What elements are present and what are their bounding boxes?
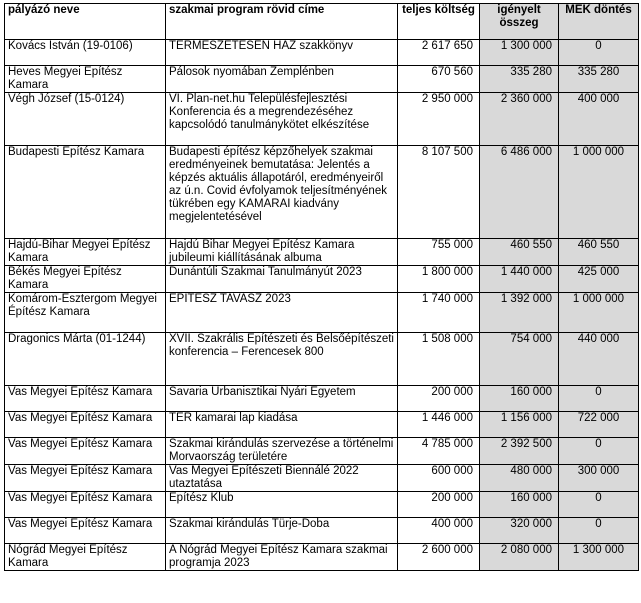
program-cell: Hajdú Bihar Megyei Építész Kamara jubileumi kiállításának albuma bbox=[166, 239, 398, 266]
table-row bbox=[5, 239, 639, 266]
table-body bbox=[5, 40, 639, 571]
table-row bbox=[5, 93, 639, 146]
total-cost-cell: 400 000 bbox=[398, 518, 480, 544]
table-row bbox=[5, 544, 639, 571]
program-cell: Vas Megyei Építészeti Biennálé 2022 utaztatása bbox=[166, 465, 398, 492]
total-cost-cell: 2 617 650 bbox=[398, 40, 480, 66]
total-cost-cell: 1 508 000 bbox=[398, 333, 480, 386]
decision-cell: 335 280 bbox=[559, 66, 639, 93]
requested-cell: 160 000 bbox=[480, 492, 559, 518]
applicant-cell: Vas Megyei Építész Kamara bbox=[5, 412, 166, 438]
requested-cell: 460 550 bbox=[480, 239, 559, 266]
applicant-cell: Komárom-Esztergom Megyei Építész Kamara bbox=[5, 293, 166, 333]
applicant-cell: Békés Megyei Építész Kamara bbox=[5, 266, 166, 293]
total-cost-cell: 4 785 000 bbox=[398, 438, 480, 465]
requested-cell: 335 280 bbox=[480, 66, 559, 93]
total-cost-cell: 200 000 bbox=[398, 492, 480, 518]
program-cell: Budapesti építész képzőhelyek szakmai eredményeinek bemutatása: Jelentés a képzés aktuális állapotáról, eredményeiről az ú.n. Covid évfolyamok teljesítményének tükrében egy KAMARAI kiadvány megjelentetésével bbox=[166, 146, 398, 239]
program-cell: Savaria Urbanisztikai Nyári Egyetem bbox=[166, 386, 398, 412]
applicant-cell: Vas Megyei Építész Kamara bbox=[5, 465, 166, 492]
program-cell: XVII. Szakrális Építészeti és Belsőépítészeti konferencia – Ferencesek 800 bbox=[166, 333, 398, 386]
applicant-cell: Nógrád Megyei Építész Kamara bbox=[5, 544, 166, 571]
requested-cell: 480 000 bbox=[480, 465, 559, 492]
decision-cell: 440 000 bbox=[559, 333, 639, 386]
total-cost-cell: 1 446 000 bbox=[398, 412, 480, 438]
applicant-cell: Vas Megyei Építész Kamara bbox=[5, 438, 166, 465]
total-cost-cell: 1 800 000 bbox=[398, 266, 480, 293]
program-cell: VI. Plan-net.hu Településfejlesztési Konferencia és a megrendezéséhez kapcsolódó tanulmánykötet elkészítése bbox=[166, 93, 398, 146]
applicant-cell: Vas Megyei Építész Kamara bbox=[5, 386, 166, 412]
table-row bbox=[5, 412, 639, 438]
applicant-cell: Hajdú-Bihar Megyei Építész Kamara bbox=[5, 239, 166, 266]
requested-cell: 2 360 000 bbox=[480, 93, 559, 146]
table-row bbox=[5, 492, 639, 518]
applicant-cell: Budapesti Építész Kamara bbox=[5, 146, 166, 239]
applicant-cell: Heves Megyei Építész Kamara bbox=[5, 66, 166, 93]
total-cost-cell: 600 000 bbox=[398, 465, 480, 492]
program-cell: TERMÉSZETESEN HÁZ szakkönyv bbox=[166, 40, 398, 66]
program-cell: Szakmai kirándulás Türje-Doba bbox=[166, 518, 398, 544]
decision-cell: 400 000 bbox=[559, 93, 639, 146]
total-cost-cell: 755 000 bbox=[398, 239, 480, 266]
decision-cell: 0 bbox=[559, 492, 639, 518]
decision-cell: 300 000 bbox=[559, 465, 639, 492]
program-cell: Dunántúli Szakmai Tanulmányút 2023 bbox=[166, 266, 398, 293]
program-cell: Építész Klub bbox=[166, 492, 398, 518]
header-row bbox=[5, 4, 639, 40]
program-cell: ÉPÍTÉSZ TAVASZ 2023 bbox=[166, 293, 398, 333]
requested-cell: 6 486 000 bbox=[480, 146, 559, 239]
applicant-cell: Végh József (15-0124) bbox=[5, 93, 166, 146]
total-cost-cell: 2 600 000 bbox=[398, 544, 480, 571]
table-row bbox=[5, 266, 639, 293]
program-cell: TÉR kamarai lap kiadása bbox=[166, 412, 398, 438]
requested-cell: 1 156 000 bbox=[480, 412, 559, 438]
table-row bbox=[5, 146, 639, 239]
decision-cell: 1 300 000 bbox=[559, 544, 639, 571]
decision-cell: 460 550 bbox=[559, 239, 639, 266]
decision-cell: 0 bbox=[559, 40, 639, 66]
total-cost-cell: 8 107 500 bbox=[398, 146, 480, 239]
requested-cell: 754 000 bbox=[480, 333, 559, 386]
applicant-cell: Vas Megyei Építész Kamara bbox=[5, 518, 166, 544]
table-row bbox=[5, 66, 639, 93]
header-applicant: pályázó neve bbox=[5, 4, 166, 40]
total-cost-cell: 1 740 000 bbox=[398, 293, 480, 333]
requested-cell: 1 300 000 bbox=[480, 40, 559, 66]
requested-cell: 2 392 500 bbox=[480, 438, 559, 465]
requested-cell: 160 000 bbox=[480, 386, 559, 412]
header-decision: MÉK döntés bbox=[559, 4, 639, 40]
program-cell: Pálosok nyomában Zemplénben bbox=[166, 66, 398, 93]
decision-cell: 722 000 bbox=[559, 412, 639, 438]
decision-cell: 1 000 000 bbox=[559, 293, 639, 333]
table-row bbox=[5, 465, 639, 492]
decision-cell: 425 000 bbox=[559, 266, 639, 293]
header-total-cost: teljes költség bbox=[398, 4, 480, 40]
decision-cell: 0 bbox=[559, 438, 639, 465]
table-row bbox=[5, 386, 639, 412]
decision-cell: 0 bbox=[559, 386, 639, 412]
applicant-cell: Vas Megyei Építész Kamara bbox=[5, 492, 166, 518]
applicant-cell: Kovács István (19-0106) bbox=[5, 40, 166, 66]
requested-cell: 1 392 000 bbox=[480, 293, 559, 333]
requested-cell: 320 000 bbox=[480, 518, 559, 544]
program-cell: Szakmai kirándulás szervezése a történelmi Morvaország területére bbox=[166, 438, 398, 465]
table-row bbox=[5, 438, 639, 465]
total-cost-cell: 2 950 000 bbox=[398, 93, 480, 146]
total-cost-cell: 200 000 bbox=[398, 386, 480, 412]
program-cell: A Nógrád Megyei Építész Kamara szakmai programja 2023 bbox=[166, 544, 398, 571]
header-program: szakmai program rövid címe bbox=[166, 4, 398, 40]
decision-cell: 1 000 000 bbox=[559, 146, 639, 239]
header-requested: igényelt összeg bbox=[480, 4, 559, 40]
grant-decisions-table bbox=[4, 3, 639, 571]
table-row bbox=[5, 293, 639, 333]
table-row bbox=[5, 333, 639, 386]
table-row bbox=[5, 518, 639, 544]
table-row bbox=[5, 40, 639, 66]
requested-cell: 2 080 000 bbox=[480, 544, 559, 571]
requested-cell: 1 440 000 bbox=[480, 266, 559, 293]
total-cost-cell: 670 560 bbox=[398, 66, 480, 93]
applicant-cell: Dragonics Márta (01-1244) bbox=[5, 333, 166, 386]
decision-cell: 0 bbox=[559, 518, 639, 544]
